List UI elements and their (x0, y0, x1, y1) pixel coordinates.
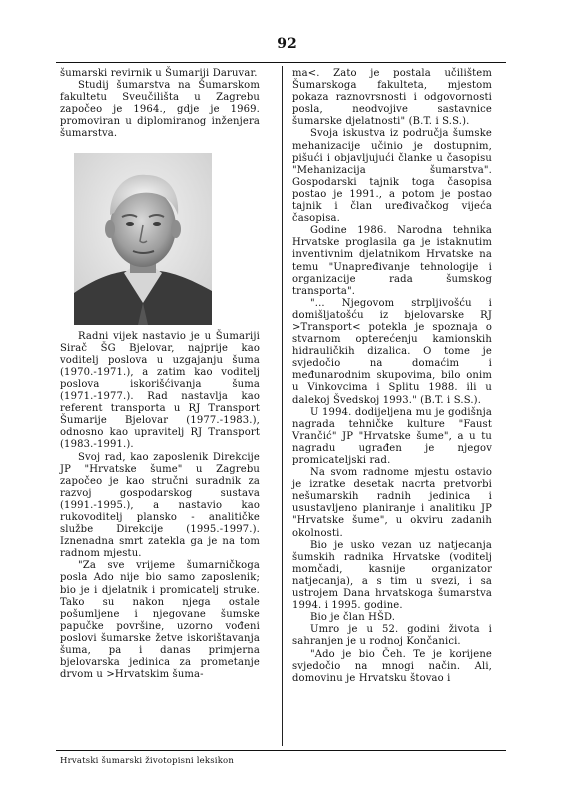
column-divider (282, 66, 283, 746)
paragraph: "... Njegovom strpljivošću i domišljatošću iz bjelovarske RJ >Transport< potekla je spoznaja o stvarnom opterećenju kamionskih hidrauličkih dizalica. O tome je svjedočio na domaćim i međunarodnim skupovima, bilo onim u Vinkovcima i Splitu 1988. ili u dalekoj Švedskoj 1993." (B.T. i S.S.). (292, 297, 492, 406)
paragraph: Godine 1986. Narodna tehnika Hrvatske proglasila ga je istaknutim inventivnim djelatnikom Hrvatske na temu "Unapređivanje tehnologije i organizacije rada šumskog transporta". (292, 225, 492, 297)
paragraph: Bio je član HŠD. (310, 612, 396, 624)
paragraph: Bio je usko vezan uz natjecanja šumskih radnika Hrvatske (voditelj momčadi, kasnije organizator natjecanja), a s tim u svezi, i sa ustrojem Dana hrvatskoga šumarstva 1994. i 1995. godine. (292, 539, 492, 612)
right-column (292, 68, 492, 685)
footer-title: Hrvatski šumarski životopisni leksikon (60, 756, 235, 766)
paragraph: Na svom radnome mjestu ostavio je izratke desetak nacrta pretvorbi nešumarskih radnih jedinica i usustavljeno planiranje i analitiku JP "Hrvatske šume", u okviru zadanih okolnosti. (292, 467, 492, 539)
page-number: 92 (277, 36, 297, 52)
paragraph: Studij šumarstva na Šumarskom fakultetu Sveučilišta u Zagrebu započeo je 1964., gdje je 1969. promoviran u diplomiranog inženjera šumarstva. (60, 80, 260, 140)
portrait-photo (74, 153, 212, 325)
paragraph: ma<. Zato je postala učilištem Šumarskoga fakulteta, mjestom pokaza raznovrsnosti i odgovornosti posla, neodvojive sastavnice šumarske djelatnosti" (B.T. i S.S.). (292, 68, 492, 128)
footer-rule (56, 750, 506, 751)
paragraph: U 1994. dodijeljena mu je godišnja nagrada tehničke kulture "Faust Vrančić" JP "Hrvatske šume", a u tu nagradu ugrađen je njegov promicateljski rad. (292, 406, 492, 466)
header-rule (56, 62, 506, 63)
left-column (60, 68, 260, 681)
paragraph: šumarski revirnik u Šumariji Daruvar. (60, 68, 258, 79)
paragraph: Svoj rad, kao zaposlenik Direkcije JP "Hrvatske šume" u Zagrebu započeo je kao stručni suradnik za razvoj gospodarskog sustava (1991.-1995.), a nastavio kao rukovoditelj plansko - analitičke službe Direkcije (1995.-1997.). Iznenadna smrt zatekla ga je na tom radnom mjestu. (60, 451, 260, 560)
paragraph: "Za sve vrijeme šumarničkoga posla Ado nije bio samo zaposlenik; bio je i djelatnik i promicatelj struke. Tako su nakon njega ostale pošumljene i njegovane šumske papučke površine, uzorno vođeni poslovi šumarske žetve iskorištavanja šuma, pa i danas primjerna bjelovarska jedinica za prometanje drvom u >Hrvatskim šuma- (60, 560, 260, 681)
paragraph: Radni vijek nastavio je u Šumariji Sirač ŠG Bjelovar, najprije kao voditelj poslova u uzgajanju šuma (1970.-1971.), a zatim kao voditelj poslova iskorišćivanja šuma (1971.-1977.). Rad nastavlja kao referent transporta u RJ Transport Šumarije Bjelovar (1977.-1983.), odnosno kao upravitelj RJ Transport (1983.-1991.). (60, 330, 260, 451)
paragraph: "Ado je bio Čeh. Te je korijene svjedočio na mnogi način. Ali, domovinu je Hrvatsku štovao i (292, 648, 492, 684)
paragraph: Umro je u 52. godini života i sahranjen je u rodnoj Končanici. (292, 624, 492, 648)
paragraph: Svoja iskustva iz područja šumske mehanizacije učinio je dostupnim, pišući i objavljujući članke u časopisu "Mehanizacija šumarstva". Gospodarski tajnik toga časopisa postao je 1991., a potom je postao tajnik i član uređivačkog vijeća časopisa. (292, 128, 492, 225)
